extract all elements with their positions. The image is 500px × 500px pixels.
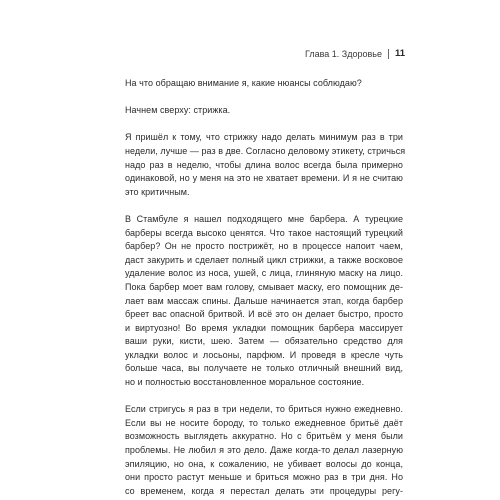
page-number: 11 (394, 48, 405, 59)
text-line: больше часа, вы получаете не только отличный внешний вид, (125, 363, 403, 374)
text-line: Я пришёл к тому, что стрижку надо делать минимум раз в три (125, 132, 403, 143)
text-line: Пока барбер моет вам голову, смывает маску, его помощник де- (125, 281, 403, 292)
text-line: Если стригусь я раз в три недели, то бриться нужно ежедневно. (125, 404, 403, 415)
text-line: даст закурить и сделает полный цикл стрижки, а также восковое (125, 254, 403, 265)
text-line: В Стамбуле я нашел подходящего мне барбера. А турецкие (125, 213, 403, 224)
text-line: укладки волос и лосьоны, парфюм. И проведя в кресле чуть (125, 349, 403, 360)
text-line: Начнем сверху: стрижка. (125, 105, 231, 116)
text-line: но и полностью восстановленное моральное состояние. (125, 377, 365, 388)
text-line: проблемы. Не любил я это дело. Даже когда-то делал лазерную (125, 445, 403, 456)
text-line: бреет вас опасной бритвой. И всё это он делает быстро, просто (125, 309, 403, 320)
text-line: Если вы не носите бороду, то только ежедневное бритьё даёт (125, 417, 403, 428)
text-line: барберы всегда высоко ценятся. Что такое настоящий турецкий (125, 227, 403, 238)
paragraph-haircut-intro (125, 104, 403, 118)
text-line: возможность выглядеть аккуратно. Но с бритьём у меня были (125, 431, 403, 442)
header-divider (388, 49, 389, 59)
text-line: На что обращаю внимание я, какие нюансы соблюдаю? (125, 78, 362, 88)
text-line: надо раз в неделю, чтобы длина волос всегда была примерно (125, 159, 403, 170)
text-line: это критичным. (125, 186, 190, 197)
paragraph-shaving (125, 403, 403, 498)
running-header (305, 48, 405, 59)
text-line: ваши руки, кисти, шею. Затем — обязательно средство для (125, 336, 403, 347)
text-line: барбер? Он не просто пострижёт, но в процессе напоит чаем, (125, 241, 403, 252)
text-line: они просто растут меньше и бриться можно раз в три дня. Но (125, 472, 403, 483)
text-line: лает вам массаж спины. Дальше начинается этап, когда барбер (125, 295, 403, 306)
body-text (125, 77, 406, 500)
paragraph-question (125, 77, 403, 91)
chapter-title: Глава 1. Здоровье (304, 48, 382, 59)
text-line: и виртуозно! Во время укладки помощник барбера массирует (125, 322, 403, 333)
text-line: со временем, когда я перестал делать эти процедуры регу- (125, 485, 403, 496)
text-line: одинаковой, но у меня на это не хватает времени. И я не считаю (125, 173, 403, 184)
text-line: недели, лучше — раз в две. Согласно деловому этикету, стричься (125, 145, 406, 156)
text-line: удаление волос из носа, ушей, с лица, глиняную маску на лицо. (125, 268, 403, 279)
text-line: эпиляцию, но она, к сожалению, не убивает волосы до конца, (125, 458, 403, 469)
paragraph-istanbul-barber (125, 213, 403, 390)
paragraph-haircut-frequency (125, 131, 406, 199)
